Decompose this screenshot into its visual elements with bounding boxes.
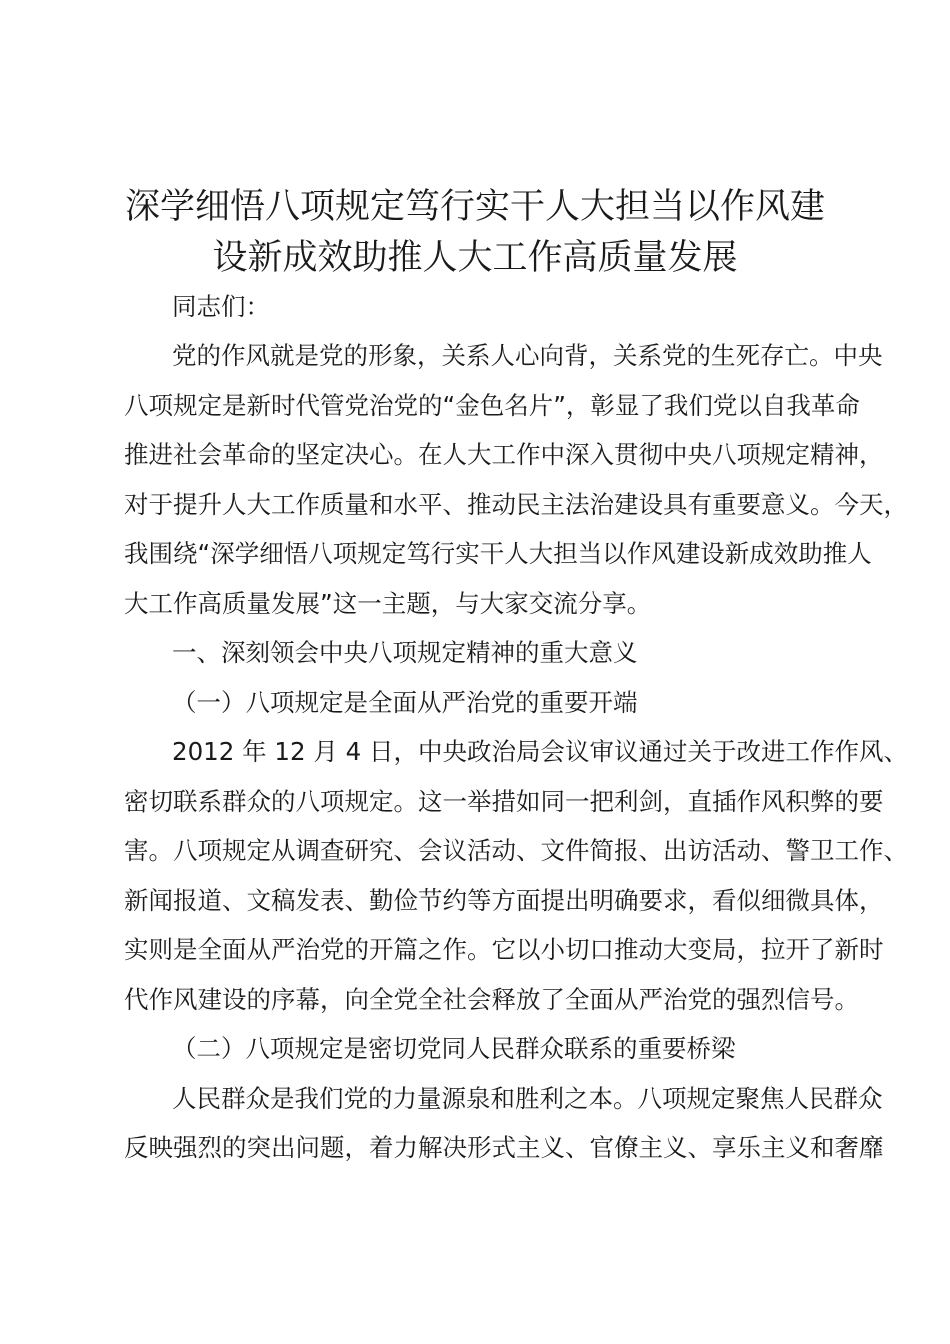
paragraph-line: 新闻报道、文稿发表、勤俭节约等方面提出明确要求，看似细微具体，: [124, 886, 884, 915]
document-title: [110, 182, 840, 284]
paragraph-line: 大工作高质量发展”这一主题，与大家交流分享。: [124, 589, 652, 618]
paragraph-line: 推进社会革命的坚定决心。在人大工作中深入贯彻中央八项规定精神，: [124, 440, 884, 469]
paragraph-line: 害。八项规定从调查研究、会议活动、文件简报、出访活动、警卫工作、: [124, 836, 908, 865]
title-line-2: 设新成效助推人大工作高质量发展: [212, 238, 738, 278]
paragraph-line: 我围绕“深学细悟八项规定笃行实干人大担当以作风建设新成效助推人: [124, 539, 872, 568]
paragraph-line: 实则是全面从严治党的开篇之作。它以小切口推动大变局，拉开了新时: [124, 935, 884, 964]
paragraph-line: 2012 年 12 月 4 日，中央政治局会议审议通过关于改进工作作风、: [172, 737, 909, 766]
paragraph-line: 反映强烈的突出问题，着力解决形式主义、官僚主义、享乐主义和奢靡: [124, 1133, 884, 1162]
paragraph-line: 党的作风就是党的形象，关系人心向背，关系党的生死存亡。中央: [172, 341, 883, 370]
subsection-heading: （二）八项规定是密切党同人民群众联系的重要桥梁: [172, 1034, 736, 1063]
subsection-heading: （一）八项规定是全面从严治党的重要开端: [172, 688, 638, 717]
salutation: 同志们：: [172, 292, 270, 321]
paragraph-line: 人民群众是我们党的力量源泉和胜利之本。八项规定聚焦人民群众: [172, 1084, 883, 1113]
section-heading: 一、深刻领会中央八项规定精神的重大意义: [172, 638, 638, 667]
title-line-1: 深学细悟八项规定笃行实干人大担当以作风建: [124, 187, 825, 227]
paragraph-line: 代作风建设的序幕，向全党全社会释放了全面从严治党的强烈信号。: [124, 985, 859, 1014]
paragraph-line: 密切联系群众的八项规定。这一举措如同一把利剑，直插作风积弊的要: [124, 787, 884, 816]
paragraph-line: 八项规定是新时代管党治党的“金色名片”，彰显了我们党以自我革命: [124, 391, 860, 420]
paragraph-line: 对于提升人大工作质量和水平、推动民主法治建设具有重要意义。今天，: [124, 490, 908, 519]
